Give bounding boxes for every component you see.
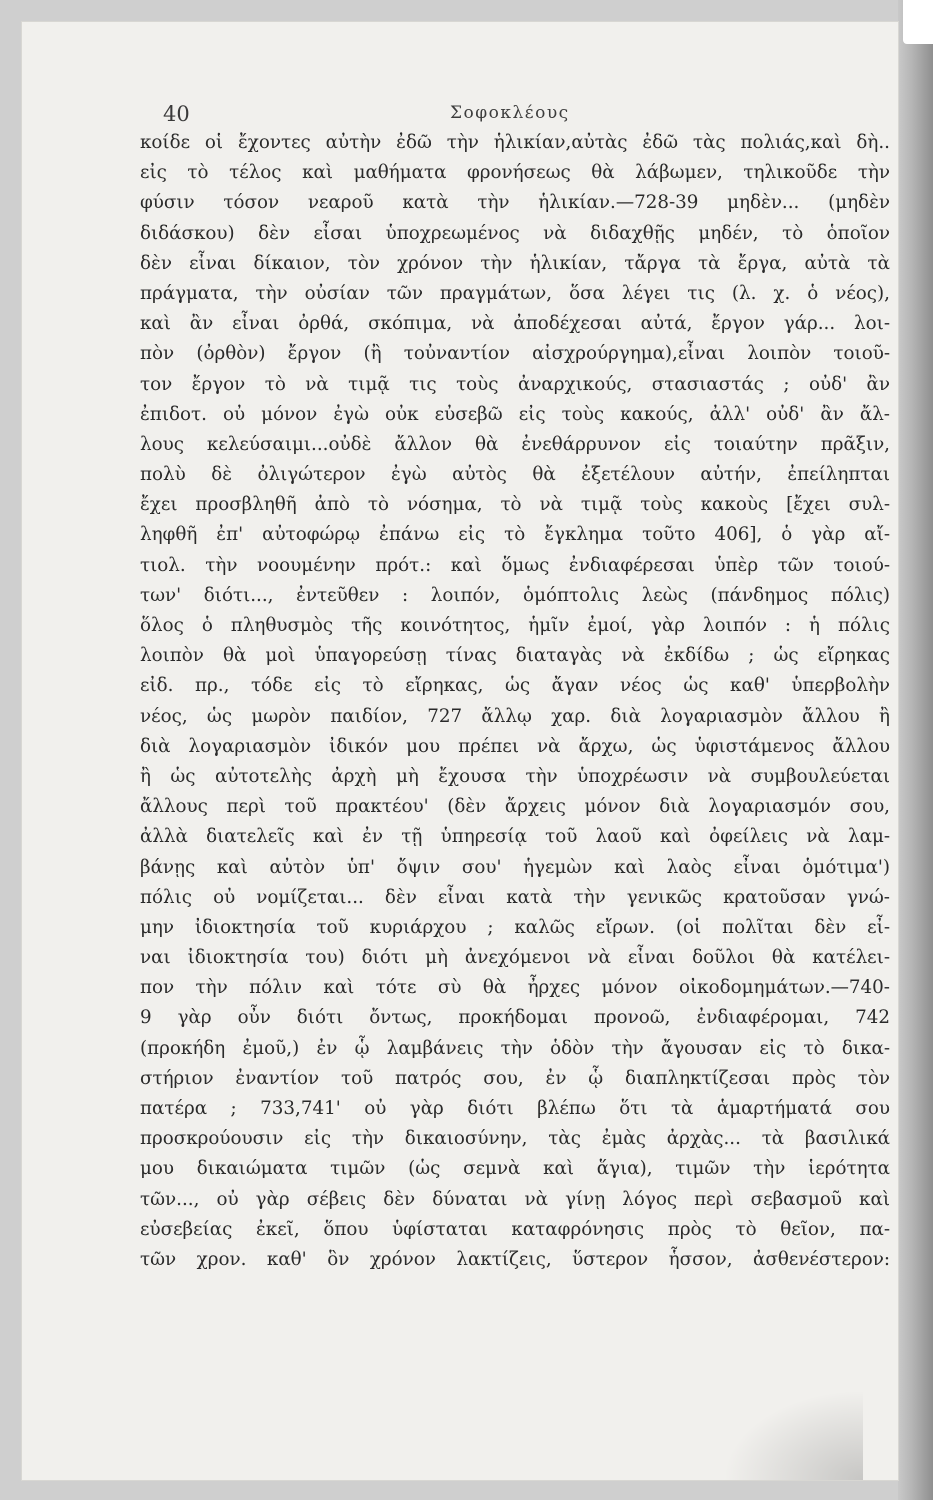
- text-line: μην ἰδιοκτησία τοῦ κυριάρχου ; καλῶς εἴρων. (οἱ πολῖται δὲν εἶ-: [140, 916, 890, 938]
- text-line: διὰ λογαριασμὸν ἰδικόν μου πρέπει νὰ ἄρχω, ὡς ὑφιστάμενος ἄλλου: [140, 735, 890, 757]
- text-line: των' διότι..., ἐντεῦθεν : λοιπόν, ὁμόπτολις λεὼς (πάνδημος πόλις): [140, 584, 890, 606]
- text-line: διδάσκου) δὲν εἶσαι ὑποχρεωμένος νὰ διδαχθῇς μηδέν, τὸ ὁποῖον: [140, 222, 890, 244]
- text-line: πατέρα ; 733,741' οὐ γὰρ διότι βλέπω ὅτι τὰ ἁμαρτήματά σου: [140, 1098, 890, 1119]
- text-line: τῶν χρον. καθ' ὃν χρόνον λακτίζεις, ὕστερον ἧσσον, ἀσθενέστερον:: [140, 1248, 890, 1270]
- text-line: εἰδ. πρ., τόδε εἰς τὸ εἴρηκας, ὡς ἄγαν νέος ὡς καθ' ὑπερβολὴν: [140, 675, 890, 697]
- text-line: πον τὴν πόλιν καὶ τότε σὺ θὰ ἦρχες μόνον οἰκοδομημάτων.—740-: [140, 977, 890, 999]
- text-line: τιολ. τὴν νοουμένην πρότ.: καὶ ὅμως ἐνδιαφέρεσαι ὑπὲρ τῶν τοιού-: [140, 554, 890, 576]
- text-line: 9 γὰρ οὖν διότι ὄντως, προκήδομαι προνοῶ, ἐνδιαφέρομαι, 742: [140, 1007, 890, 1029]
- text-line: ἐπιδοτ. οὐ μόνον ἐγὼ οὐκ εὐσεβῶ εἰς τοὺς κακούς, ἀλλ' οὐδ' ἂν ἄλ-: [140, 403, 890, 425]
- text-line: λοιπὸν θὰ μοὶ ὑπαγορεύσῃ τίνας διαταγὰς νὰ ἐκδίδω ; ὡς εἴρηκας: [140, 645, 890, 667]
- page-right-margin-shadow: [898, 0, 933, 1500]
- text-line: πὸν (ὀρθὸν) ἔργον (ἢ τοὐναντίον αἰσχρούργημα),εἶναι λοιπὸν τοιοῦ-: [140, 343, 890, 365]
- text-line: ἄλλους περὶ τοῦ πρακτέου' (δὲν ἄρχεις μόνον διὰ λογαριασμόν σου,: [140, 796, 890, 818]
- text-line: πόλις οὐ νομίζεται... δὲν εἶναι κατὰ τὴν γενικῶς κρατοῦσαν γνώ-: [140, 886, 890, 908]
- text-line: τον ἔργον τὸ νὰ τιμᾷ τις τοὺς ἀναρχικούς, στασιαστάς ; οὐδ' ἂν: [140, 373, 890, 395]
- text-line: καὶ ἂν εἶναι ὀρθά, σκόπιμα, νὰ ἀποδέχεσαι αὐτά, ἔργον γάρ... λοι-: [140, 313, 890, 335]
- running-head: Σοφοκλέους: [450, 103, 570, 123]
- commentary-text: [140, 128, 890, 1275]
- text-line: φύσιν τόσον νεαροῦ κατὰ τὴν ἡλικίαν.—728-39 μηδὲν... (μηδὲν: [140, 192, 890, 214]
- text-line: κοίδε οἱ ἔχοντες αὐτὴν ἐδῶ τὴν ἡλικίαν,αὐτὰς ἐδῶ τὰς πολιάς,καὶ δὴ..: [140, 132, 890, 153]
- text-line: βάνῃς καὶ αὐτὸν ὑπ' ὄψιν σου' ἡγεμὼν καὶ λαὸς εἶναι ὁμότιμα'): [140, 856, 890, 878]
- text-line: εὐσεβείας ἐκεῖ, ὅπου ὑφίσταται καταφρόνησις πρὸς τὸ θεῖον, πα-: [140, 1218, 890, 1240]
- text-line: τῶν..., οὐ γὰρ σέβεις δὲν δύναται νὰ γίνῃ λόγος περὶ σεβασμοῦ καὶ: [140, 1188, 890, 1210]
- page-number: 40: [163, 102, 190, 126]
- text-line: ἔχει προσβληθῆ ἀπὸ τὸ νόσημα, τὸ νὰ τιμᾷ τοὺς κακοὺς [ἔχει συλ-: [140, 494, 890, 516]
- text-line: πράγματα, τὴν οὐσίαν τῶν πραγμάτων, ὅσα λέγει τις (λ. χ. ὁ νέος),: [140, 282, 890, 304]
- text-line: προσκρούουσιν εἰς τὴν δικαιοσύνην, τὰς ἐμὰς ἀρχὰς... τὰ βασιλικά: [140, 1128, 890, 1150]
- text-line: εἰς τὸ τέλος καὶ μαθήματα φρονήσεως θὰ λάβωμεν, τηλικοῦδε τὴν: [140, 162, 890, 184]
- text-line: ἀλλὰ διατελεῖς καὶ ἐν τῇ ὑπηρεσίᾳ τοῦ λαοῦ καὶ ὀφείλεις νὰ λαμ-: [140, 826, 890, 848]
- text-line: λους κελεύσαιμι...οὐδὲ ἄλλον θὰ ἐνεθάρρυνον εἰς τοιαύτην πρᾶξιν,: [140, 433, 890, 455]
- text-line: πολὺ δὲ ὀλιγώτερον ἐγὼ αὐτὸς θὰ ἐξετέλουν αὐτήν, ἐπείληπται: [140, 464, 890, 486]
- page-corner-shadow: [723, 1390, 863, 1480]
- text-line: ὅλος ὁ πληθυσμὸς τῆς κοινότητος, ἡμῖν ἐμοί, γὰρ λοιπόν : ἡ πόλις: [140, 615, 890, 636]
- text-line: ἢ ὡς αὐτοτελὴς ἀρχὴ μὴ ἔχουσα τὴν ὑποχρέωσιν νὰ συμβουλεύεται: [140, 765, 890, 787]
- text-line: στήριον ἐναντίον τοῦ πατρός σου, ἐν ᾧ διαπληκτίζεσαι πρὸς τὸν: [140, 1067, 890, 1089]
- scan-edge-tab: [903, 0, 933, 44]
- text-line: νέος, ὡς μωρὸν παιδίον, 727 ἄλλῳ χαρ. διὰ λογαριασμὸν ἄλλου ἢ: [140, 705, 890, 727]
- text-line: ληφθῆ ἐπ' αὐτοφώρῳ ἐπάνω εἰς τὸ ἔγκλημα τοῦτο 406], ὁ γὰρ αἴ-: [140, 524, 890, 546]
- text-line: μου δικαιώματα τιμῶν (ὡς σεμνὰ καὶ ἅγια), τιμῶν τὴν ἱερότητα: [140, 1158, 890, 1180]
- text-line: δὲν εἶναι δίκαιον, τὸν χρόνον τὴν ἡλικίαν, τἄργα τὰ ἔργα, αὐτὰ τὰ: [140, 252, 890, 274]
- text-line: ναι ἰδιοκτησία του) διότι μὴ ἀνεχόμενοι νὰ εἶναι δοῦλοι θὰ κατέλει-: [140, 947, 890, 969]
- text-line: (προκήδη ἐμοῦ,) ἐν ᾧ λαμβάνεις τὴν ὁδὸν τὴν ἄγουσαν εἰς τὸ δικα-: [140, 1037, 890, 1059]
